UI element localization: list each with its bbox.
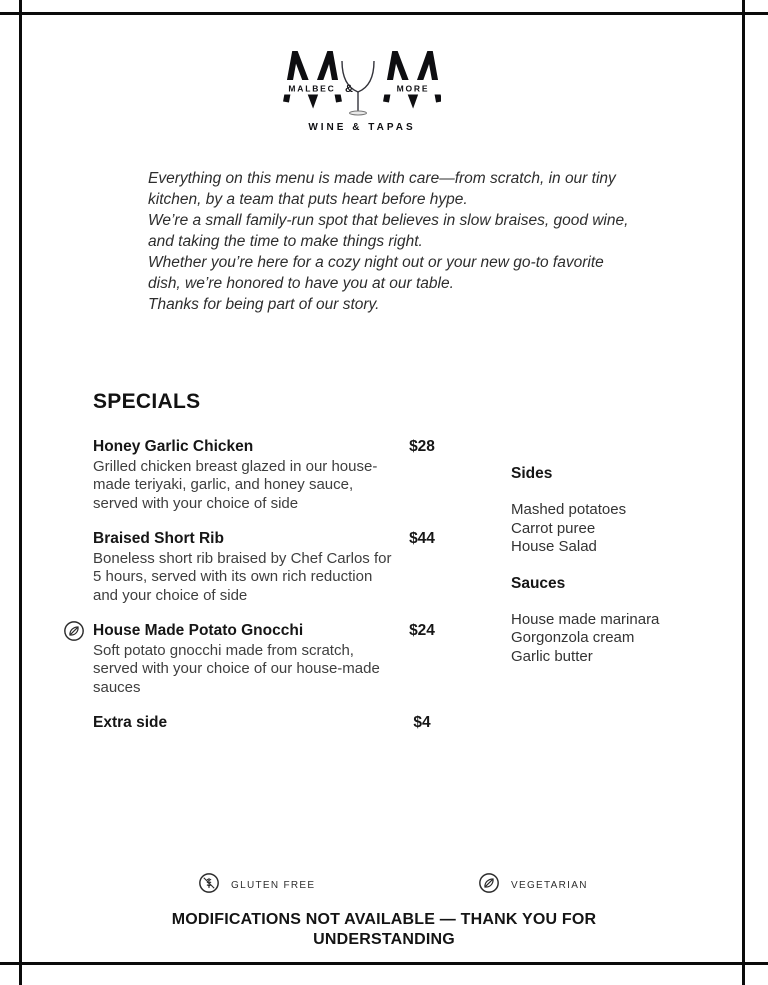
frame-line-top (0, 12, 768, 15)
frame-line-right (742, 0, 745, 985)
logo-word-more: MORE (396, 83, 430, 94)
menu-item-potato-gnocchi (93, 622, 435, 697)
side-option: House Salad (511, 538, 597, 555)
menu-item-description: Grilled chicken breast glazed in our house-made teriyaki, garlic, and honey sauce, served with your choice of side (93, 457, 378, 512)
sauces-heading: Sauces (511, 574, 566, 592)
modifications-note: MODIFICATIONS NOT AVAILABLE — THANK YOU FOR UNDERSTANDING (171, 911, 597, 948)
gluten-free-legend (198, 872, 315, 899)
sides-sauces-column (511, 464, 701, 666)
vegetarian-legend (478, 872, 588, 899)
menu-item-name: Extra side (93, 714, 168, 731)
intro-blurb (148, 168, 630, 315)
intro-paragraph: Whether you’re here for a cozy night out or your new go-to favorite dish, we’re honored to have you at our table. (148, 254, 604, 292)
dietary-legend (0, 872, 768, 896)
sauce-option: Gorgonzola cream (511, 629, 635, 646)
menu-item-price: $28 (409, 438, 435, 455)
section-title-specials: SPECIALS (93, 390, 201, 413)
menu-item-description: Boneless short rib braised by Chef Carlos for 5 hours, served with its own rich reduction and your choice of side (93, 549, 392, 604)
frame-line-left (19, 0, 22, 985)
sides-heading: Sides (511, 465, 553, 482)
menu-item-price: $44 (409, 530, 435, 547)
gluten-free-label: GLUTEN FREE (231, 880, 316, 891)
logo-monogram (283, 51, 441, 118)
gluten-free-icon (198, 872, 220, 899)
intro-paragraph: We’re a small family-run spot that believes in slow braises, good wine, and taking the time to make things right. (148, 212, 629, 250)
menu-item-honey-garlic-chicken (93, 438, 435, 513)
restaurant-logo (282, 51, 442, 133)
menu-item-name: Braised Short Rib (93, 530, 224, 547)
menu-item-braised-short-rib (93, 530, 435, 605)
menu-item-extra-side (93, 714, 431, 733)
side-option: Carrot puree (511, 519, 596, 537)
specials-list (93, 438, 443, 750)
side-option: Mashed potatoes (511, 501, 627, 518)
vegetarian-leaf-icon (478, 872, 500, 899)
sauce-option: Garlic butter (511, 647, 593, 665)
monogram-m-left-icon (286, 53, 339, 103)
menu-item-price: $24 (409, 622, 435, 639)
logo-word-malbec: MALBEC (288, 83, 336, 94)
sauce-option: House made marinara (511, 610, 660, 628)
vegetarian-leaf-icon (63, 620, 85, 642)
menu-item-name: Honey Garlic Chicken (93, 438, 254, 455)
monogram-m-right-icon (386, 53, 439, 103)
frame-line-bottom (0, 962, 768, 965)
menu-item-name: House Made Potato Gnocchi (93, 622, 304, 639)
vegetarian-label: VEGETARIAN (511, 880, 588, 891)
logo-tagline: WINE & TAPAS (308, 122, 416, 133)
intro-paragraph: Thanks for being part of our story. (148, 296, 380, 313)
menu-item-description: Soft potato gnocchi made from scratch, served with your choice of our house-made sauces (93, 641, 380, 696)
intro-paragraph: Everything on this menu is made with care—from scratch, in our tiny kitchen, by a team that puts heart before hype. (148, 170, 616, 208)
menu-item-price: $4 (413, 714, 431, 731)
logo-ampersand: & (345, 83, 353, 95)
